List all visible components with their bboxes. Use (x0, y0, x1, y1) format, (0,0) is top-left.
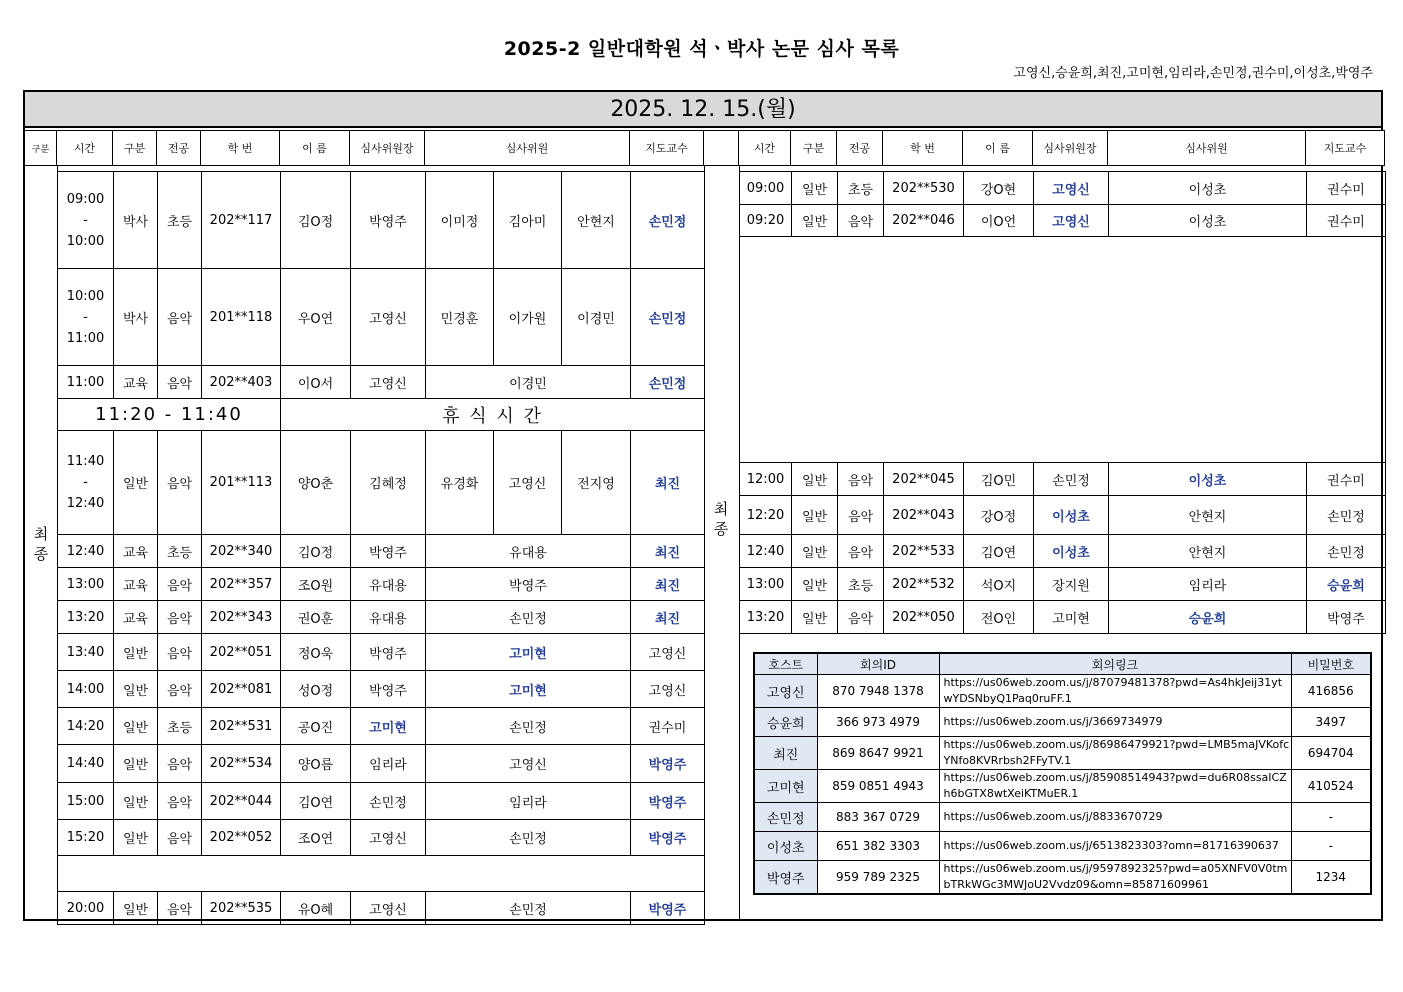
time-cell: 12:40 (740, 535, 792, 568)
major-cell: 음악 (158, 366, 202, 399)
table-row (58, 856, 705, 892)
id-cell: 201**113 (202, 431, 281, 535)
major-cell: 음악 (158, 568, 202, 601)
time-cell: 09:00 - 10:00 (58, 172, 114, 269)
time-cell: 15:00 (58, 783, 114, 820)
header-cell: 이 름 (280, 130, 350, 166)
chair-cell: 고영신 (351, 892, 426, 925)
zoom-password: 410524 (1291, 770, 1371, 803)
advisor-cell: 고영신 (631, 671, 705, 708)
id-cell: 202**403 (202, 366, 281, 399)
advisor-cell: 권수미 (1307, 463, 1386, 496)
member-cell: 이미정 (426, 172, 494, 269)
name-cell: 성O정 (281, 671, 351, 708)
major-cell: 음악 (158, 634, 202, 671)
type-cell: 일반 (114, 745, 158, 783)
major-cell: 초등 (158, 708, 202, 745)
advisor-cell: 권수미 (1307, 205, 1386, 237)
time-cell: 15:20 (58, 820, 114, 856)
advisor-cell: 손민정 (1307, 535, 1386, 568)
zoom-row (754, 832, 1371, 861)
advisor-cell: 박영주 (1307, 601, 1386, 634)
chair-cell: 고영신 (351, 820, 426, 856)
time-cell: 13:00 (740, 568, 792, 601)
time-cell: 09:20 (740, 205, 792, 237)
zoom-password: 3497 (1291, 708, 1371, 737)
zoom-meeting-id: 883 367 0729 (817, 803, 939, 832)
name-cell: 김O정 (281, 172, 351, 269)
time-cell: 13:20 (740, 601, 792, 634)
member-cell: 유경화 (426, 431, 494, 535)
table-row (740, 172, 1386, 205)
member-cell: 이성초 (1109, 205, 1307, 237)
zoom-host: 손민정 (754, 803, 817, 832)
major-cell: 초등 (838, 172, 884, 205)
id-cell: 202**530 (884, 172, 964, 205)
zoom-link: https://us06web.zoom.us/j/8833670729 (939, 803, 1291, 832)
date-banner: 2025. 12. 15.(월) (25, 92, 1381, 128)
table-row (58, 535, 705, 568)
chair-cell: 고영신 (1034, 205, 1109, 237)
advisor-cell: 고영신 (631, 634, 705, 671)
table-row (58, 366, 705, 399)
chair-cell: 박영주 (351, 535, 426, 568)
name-cell: 김O민 (964, 463, 1034, 496)
member-cell: 민경훈 (426, 269, 494, 366)
time-cell: 13:20 (58, 601, 114, 634)
name-cell: 이O서 (281, 366, 351, 399)
advisor-cell: 권수미 (631, 708, 705, 745)
zoom-password: 1234 (1291, 861, 1371, 895)
time-cell: 14:40 (58, 745, 114, 783)
name-cell: 공O진 (281, 708, 351, 745)
zoom-host: 승윤희 (754, 708, 817, 737)
member-cell: 안현지 (1109, 496, 1307, 535)
zoom-header-cell: 호스트 (754, 653, 817, 675)
zoom-info-table (753, 652, 1372, 895)
zoom-meeting-id: 366 973 4979 (817, 708, 939, 737)
table-row (740, 601, 1386, 634)
major-cell: 음악 (158, 783, 202, 820)
name-cell: 김O연 (281, 783, 351, 820)
time-cell: 12:40 (58, 535, 114, 568)
table-row (58, 399, 705, 431)
header-cell: 심사위원 (425, 130, 630, 166)
member-cell: 손민정 (426, 708, 631, 745)
zoom-link: https://us06web.zoom.us/j/3669734979 (939, 708, 1291, 737)
member-cell: 김아미 (494, 172, 562, 269)
type-cell: 박사 (114, 172, 158, 269)
member-cell: 이경민 (562, 269, 631, 366)
id-cell: 202**043 (884, 496, 964, 535)
table-row (58, 783, 705, 820)
header-cell: 심사위원 (1108, 130, 1306, 166)
table-row (58, 820, 705, 856)
member-cell: 손민정 (426, 820, 631, 856)
member-cell: 이성초 (1109, 463, 1307, 496)
table-row (740, 568, 1386, 601)
name-cell: 권O훈 (281, 601, 351, 634)
table-row (58, 568, 705, 601)
advisor-cell: 손민정 (631, 172, 705, 269)
zoom-row (754, 708, 1371, 737)
advisor-cell: 박영주 (631, 820, 705, 856)
chair-cell: 고미현 (1034, 601, 1109, 634)
schedule-frame (23, 90, 1383, 921)
zoom-row (754, 675, 1371, 708)
break-time: 11:20 - 11:40 (58, 399, 281, 431)
right-schedule-table (739, 171, 1386, 634)
table-row (58, 745, 705, 783)
chair-cell: 손민정 (351, 783, 426, 820)
member-cell: 안현지 (562, 172, 631, 269)
id-cell: 202**045 (884, 463, 964, 496)
header-cell: 전공 (157, 130, 201, 166)
name-cell: 정O욱 (281, 634, 351, 671)
zoom-meeting-id: 651 382 3303 (817, 832, 939, 861)
time-cell: 10:00 - 11:00 (58, 269, 114, 366)
zoom-meeting-id: 869 8647 9921 (817, 737, 939, 770)
name-cell: 강O현 (964, 172, 1034, 205)
advisor-cell: 승윤희 (1307, 568, 1386, 601)
zoom-header-cell: 비밀번호 (1291, 653, 1371, 675)
member-cell: 고미현 (426, 634, 631, 671)
zoom-header-row (754, 653, 1371, 675)
table-row (58, 671, 705, 708)
type-cell: 일반 (792, 172, 838, 205)
left-schedule-table (57, 171, 705, 925)
zoom-password: - (1291, 832, 1371, 861)
table-row (740, 205, 1386, 237)
chair-cell: 고영신 (351, 269, 426, 366)
member-cell: 박영주 (426, 568, 631, 601)
type-cell: 교육 (114, 601, 158, 634)
member-cell: 승윤희 (1109, 601, 1307, 634)
id-cell: 202**340 (202, 535, 281, 568)
zoom-password: 416856 (1291, 675, 1371, 708)
id-cell: 202**343 (202, 601, 281, 634)
type-cell: 일반 (114, 892, 158, 925)
left-header-row (25, 130, 704, 166)
type-cell: 일반 (792, 463, 838, 496)
member-cell: 안현지 (1109, 535, 1307, 568)
chair-cell: 고영신 (1034, 172, 1109, 205)
time-cell: 13:40 (58, 634, 114, 671)
id-cell: 201**118 (202, 269, 281, 366)
name-cell: 강O정 (964, 496, 1034, 535)
type-cell: 일반 (792, 568, 838, 601)
chair-cell: 이성초 (1034, 535, 1109, 568)
id-cell: 202**051 (202, 634, 281, 671)
zoom-meeting-id: 859 0851 4943 (817, 770, 939, 803)
advisor-cell: 박영주 (631, 783, 705, 820)
zoom-row (754, 770, 1371, 803)
name-cell: 양O름 (281, 745, 351, 783)
header-cell: 이 름 (963, 130, 1033, 166)
header-cell: 구분 (113, 130, 157, 166)
header-cell: 심사위원장 (350, 130, 425, 166)
header-cell: 전공 (837, 130, 883, 166)
table-row (58, 708, 705, 745)
zoom-host: 고미현 (754, 770, 817, 803)
header-cell: 시간 (739, 130, 791, 166)
major-cell: 음악 (838, 496, 884, 535)
major-cell: 음악 (838, 463, 884, 496)
page-title: 2025-2 일반대학원 석ㆍ박사 논문 심사 목록 (503, 38, 900, 60)
type-cell: 일반 (792, 601, 838, 634)
table-row (58, 634, 705, 671)
chair-cell: 김혜정 (351, 431, 426, 535)
member-cell: 손민정 (426, 892, 631, 925)
zoom-link: https://us06web.zoom.us/j/86986479921?pwd=LMB5maJVKofcYNfo8KVRrbsh2FFyTV.1 (939, 737, 1291, 770)
chair-cell: 박영주 (351, 172, 426, 269)
member-cell: 고영신 (494, 431, 562, 535)
zoom-host: 박영주 (754, 861, 817, 895)
advisor-cell: 최진 (631, 568, 705, 601)
zoom-host: 이성초 (754, 832, 817, 861)
zoom-header-cell: 회의링크 (939, 653, 1291, 675)
zoom-password: - (1291, 803, 1371, 832)
id-cell: 202**534 (202, 745, 281, 783)
zoom-link: https://us06web.zoom.us/j/6513823303?omn=81716390637 (939, 832, 1291, 861)
name-cell: 조O원 (281, 568, 351, 601)
major-cell: 음악 (158, 601, 202, 634)
table-row (58, 601, 705, 634)
member-cell: 임리라 (1109, 568, 1307, 601)
header-cell: 학 번 (201, 130, 280, 166)
chair-cell: 손민정 (1034, 463, 1109, 496)
advisor-cell: 박영주 (631, 892, 705, 925)
major-cell: 음악 (158, 820, 202, 856)
zoom-header-cell: 회의ID (817, 653, 939, 675)
id-cell: 202**357 (202, 568, 281, 601)
right-header-row (704, 130, 1385, 166)
zoom-link: https://us06web.zoom.us/j/87079481378?pwd=As4hkJeij31ytwYDSNbyQ1Paq0ruFF.1 (939, 675, 1291, 708)
id-cell: 202**081 (202, 671, 281, 708)
table-row (58, 172, 705, 269)
chair-cell: 박영주 (351, 634, 426, 671)
advisor-cell: 손민정 (1307, 496, 1386, 535)
major-cell: 음악 (158, 431, 202, 535)
major-cell: 초등 (838, 568, 884, 601)
table-row (740, 463, 1386, 496)
time-cell: 12:00 (740, 463, 792, 496)
name-cell: 전O인 (964, 601, 1034, 634)
id-cell: 202**117 (202, 172, 281, 269)
advisor-cell: 박영주 (631, 745, 705, 783)
break-label: 휴 식 시 간 (281, 399, 705, 431)
name-cell: 조O연 (281, 820, 351, 856)
name-cell: 김O정 (281, 535, 351, 568)
chair-cell: 박영주 (351, 671, 426, 708)
time-cell: 13:00 (58, 568, 114, 601)
zoom-link: https://us06web.zoom.us/j/85908514943?pwd=du6R08ssaICZh6bGTX8wtXeiKTMuER.1 (939, 770, 1291, 803)
zoom-meeting-id: 959 789 2325 (817, 861, 939, 895)
time-cell: 14:00 (58, 671, 114, 708)
table-row (58, 892, 705, 925)
member-cell: 이경민 (426, 366, 631, 399)
chair-cell: 유대용 (351, 601, 426, 634)
type-cell: 교육 (114, 366, 158, 399)
id-cell: 202**533 (884, 535, 964, 568)
zoom-row (754, 861, 1371, 895)
advisor-cell: 최진 (631, 535, 705, 568)
table-row (740, 496, 1386, 535)
header-cell: 심사위원장 (1033, 130, 1108, 166)
major-cell: 음악 (838, 535, 884, 568)
member-cell: 유대용 (426, 535, 631, 568)
zoom-host: 최진 (754, 737, 817, 770)
type-cell: 일반 (792, 535, 838, 568)
name-cell: 석O지 (964, 568, 1034, 601)
side-label-right: 최 종 (713, 500, 729, 538)
header-cell: 구분 (25, 130, 57, 166)
id-cell: 202**532 (884, 568, 964, 601)
chair-cell: 고미현 (351, 708, 426, 745)
type-cell: 일반 (114, 820, 158, 856)
type-cell: 교육 (114, 535, 158, 568)
id-cell: 202**052 (202, 820, 281, 856)
type-cell: 박사 (114, 269, 158, 366)
name-cell: 이O언 (964, 205, 1034, 237)
zoom-row (754, 737, 1371, 770)
id-cell: 202**535 (202, 892, 281, 925)
member-cell: 임리라 (426, 783, 631, 820)
type-cell: 일반 (114, 708, 158, 745)
time-cell: 14:20 (58, 708, 114, 745)
name-cell: 유O혜 (281, 892, 351, 925)
blank-cell (740, 237, 1386, 463)
zoom-password: 694704 (1291, 737, 1371, 770)
chair-cell: 이성초 (1034, 496, 1109, 535)
time-cell: 20:00 (58, 892, 114, 925)
chair-cell: 임리라 (351, 745, 426, 783)
header-spacer (704, 130, 739, 166)
zoom-host: 고영신 (754, 675, 817, 708)
table-row (740, 535, 1386, 568)
blank-area (740, 237, 1386, 463)
zoom-link: https://us06web.zoom.us/j/9597892325?pwd=a05XNFV0V0tmbTRkWGc3MWJoU2Vvdz09&omn=85871609961 (939, 861, 1291, 895)
member-cell: 이성초 (1109, 172, 1307, 205)
major-cell: 음악 (158, 269, 202, 366)
time-cell: 09:00 (740, 172, 792, 205)
zoom-meeting-id: 870 7948 1378 (817, 675, 939, 708)
advisor-cell: 최진 (631, 601, 705, 634)
member-cell: 손민정 (426, 601, 631, 634)
advisor-cell: 손민정 (631, 269, 705, 366)
id-cell: 202**044 (202, 783, 281, 820)
name-cell: 양O춘 (281, 431, 351, 535)
table-row (58, 269, 705, 366)
major-cell: 음악 (158, 671, 202, 708)
header-cell: 지도교수 (1306, 130, 1385, 166)
type-cell: 일반 (114, 671, 158, 708)
time-cell: 12:20 (740, 496, 792, 535)
empty-row (58, 856, 705, 892)
member-cell: 이가원 (494, 269, 562, 366)
member-cell: 고영신 (426, 745, 631, 783)
committee-names: 고영신,승윤희,최진,고미현,임리라,손민정,권수미,이성초,박영주 (1013, 66, 1373, 81)
header-cell: 학 번 (883, 130, 963, 166)
table-row (58, 431, 705, 535)
header-cell: 지도교수 (630, 130, 704, 166)
major-cell: 초등 (158, 172, 202, 269)
time-cell: 11:40 - 12:40 (58, 431, 114, 535)
type-cell: 일반 (114, 431, 158, 535)
name-cell: 김O연 (964, 535, 1034, 568)
major-cell: 초등 (158, 535, 202, 568)
chair-cell: 장지원 (1034, 568, 1109, 601)
time-cell: 11:00 (58, 366, 114, 399)
member-cell: 고미현 (426, 671, 631, 708)
header-cell: 시간 (57, 130, 113, 166)
side-label-left: 최 종 (33, 525, 49, 563)
id-cell: 202**531 (202, 708, 281, 745)
major-cell: 음악 (158, 745, 202, 783)
advisor-cell: 권수미 (1307, 172, 1386, 205)
type-cell: 일반 (114, 634, 158, 671)
id-cell: 202**046 (884, 205, 964, 237)
major-cell: 음악 (838, 601, 884, 634)
major-cell: 음악 (838, 205, 884, 237)
major-cell: 음악 (158, 892, 202, 925)
id-cell: 202**050 (884, 601, 964, 634)
type-cell: 교육 (114, 568, 158, 601)
type-cell: 일반 (792, 496, 838, 535)
name-cell: 우O연 (281, 269, 351, 366)
type-cell: 일반 (792, 205, 838, 237)
advisor-cell: 손민정 (631, 366, 705, 399)
type-cell: 일반 (114, 783, 158, 820)
header-cell: 구분 (791, 130, 837, 166)
zoom-row (754, 803, 1371, 832)
advisor-cell: 최진 (631, 431, 705, 535)
member-cell: 전지영 (562, 431, 631, 535)
chair-cell: 고영신 (351, 366, 426, 399)
chair-cell: 유대용 (351, 568, 426, 601)
